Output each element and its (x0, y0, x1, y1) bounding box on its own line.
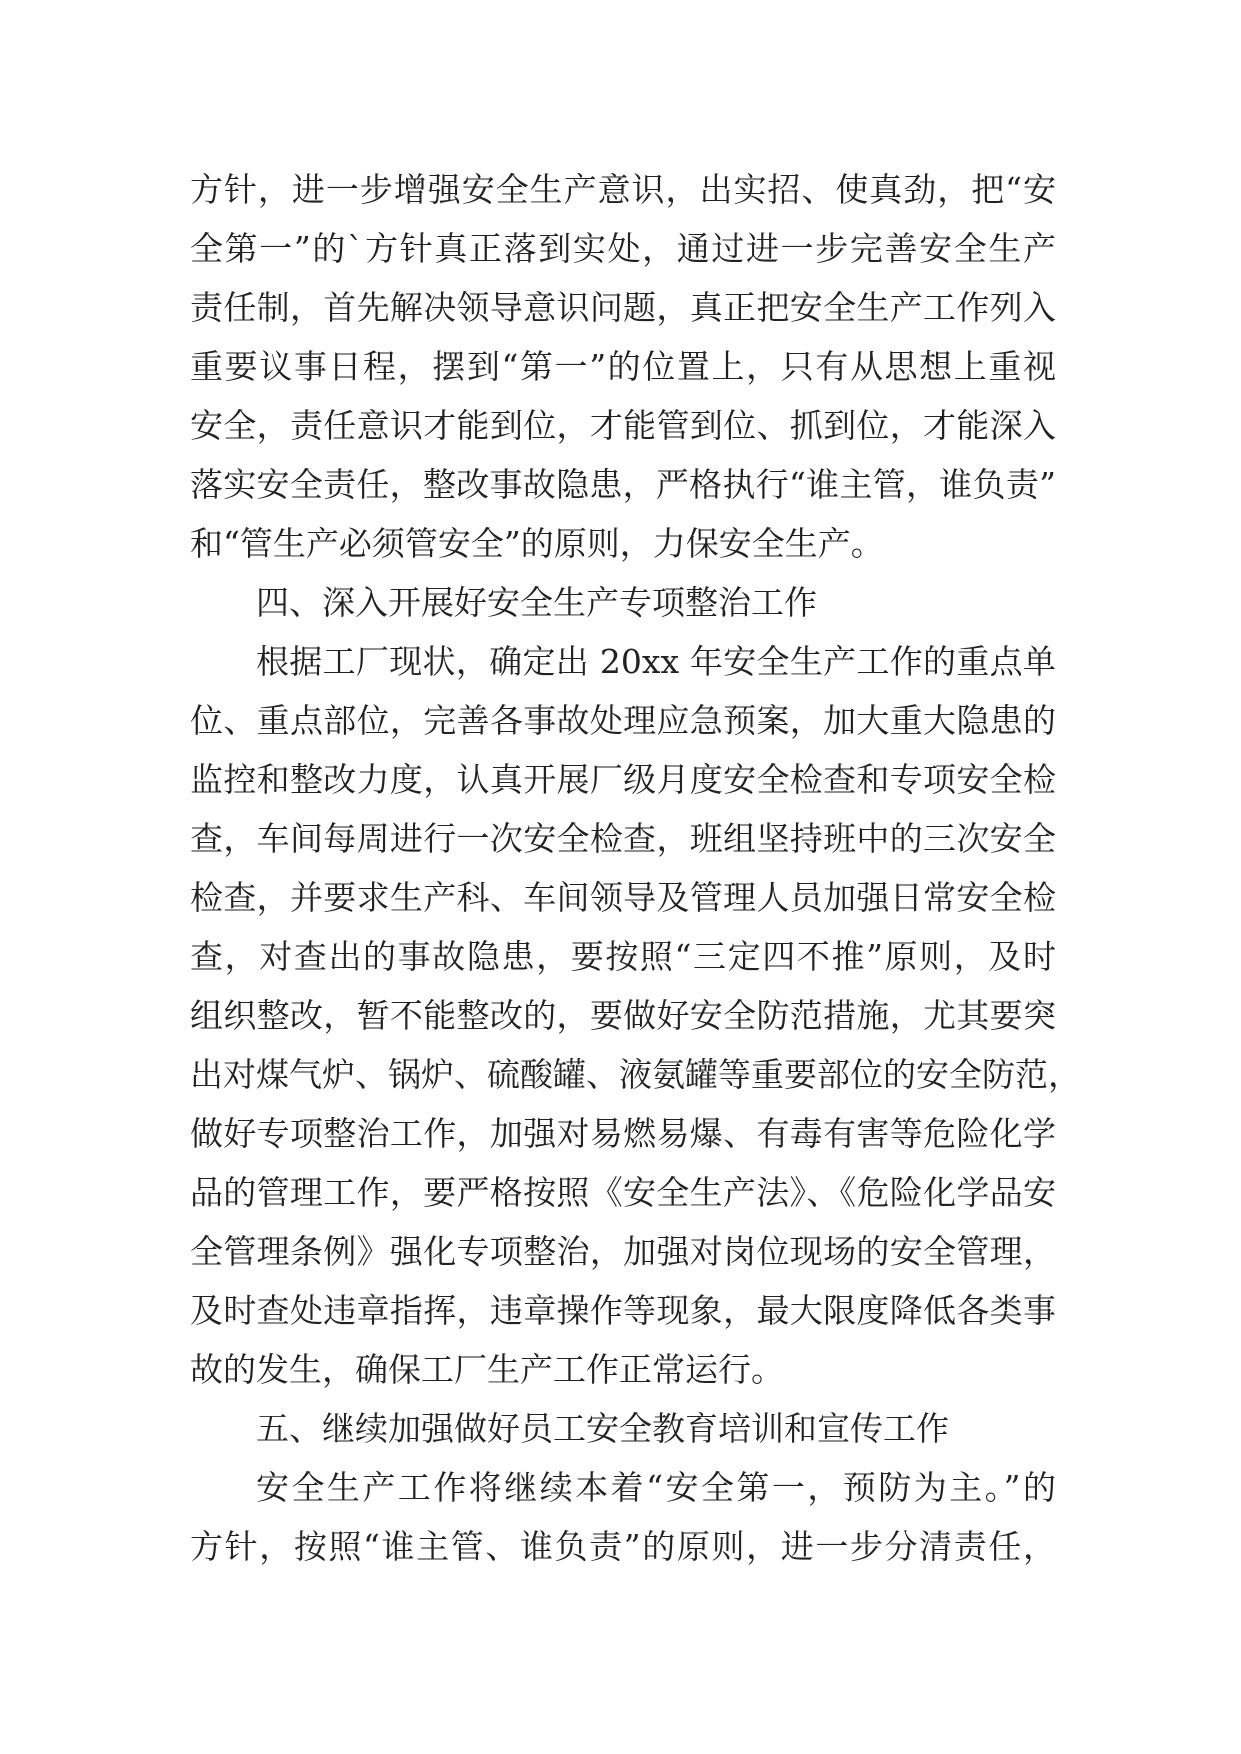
section-heading: 五、继续加强做好员工安全教育培训和宣传工作 (256, 1409, 949, 1448)
paragraph-line: 组织整改，暂不能整改的，要做好安全防范措施，尤其要突 (190, 996, 1056, 1035)
paragraph-line: 出对煤气炉、锅炉、硫酸罐、液氨罐等重要部位的安全防范， (190, 1055, 1081, 1094)
paragraph-line: 做好专项整治工作，加强对易燃易爆、有毒有害等危险化学 (190, 1114, 1056, 1153)
paragraph-first-line: 安全生产工作将继续本着“安全第一，预防为主。”的 (256, 1468, 1056, 1507)
paragraph-line: 重要议事日程，摆到“第一”的位置上，只有从思想上重视 (190, 347, 1056, 386)
paragraph-first-line: 根据工厂现状，确定出 20xx 年安全生产工作的重点单 (256, 642, 1056, 681)
paragraph-line: 责任制，首先解决领导意识问题，真正把安全生产工作列入 (190, 288, 1056, 327)
paragraph-line: 方针，按照“谁主管、谁负责”的原则，进一步分清责任， (190, 1527, 1056, 1566)
paragraph-line: 方针，进一步增强安全生产意识，出实招、使真劲，把“安 (190, 170, 1056, 209)
paragraph-line: 检查，并要求生产科、车间领导及管理人员加强日常安全检 (190, 878, 1056, 917)
paragraph-line: 安全，责任意识才能到位，才能管到位、抓到位，才能深入 (190, 406, 1056, 445)
paragraph-line: 查，对查出的事故隐患，要按照“三定四不推”原则，及时 (190, 937, 1056, 976)
paragraph-last-line: 故的发生，确保工厂生产工作正常运行。 (190, 1350, 784, 1389)
document-body (190, 160, 1081, 1576)
section-heading: 四、深入开展好安全生产专项整治工作 (256, 583, 817, 622)
paragraph-line: 监控和整改力度，认真开展厂级月度安全检查和专项安全检 (190, 760, 1056, 799)
paragraph-line: 全第一”的`方针真正落到实处，通过进一步完善安全生产 (190, 229, 1056, 268)
paragraph-line: 位、重点部位，完善各事故处理应急预案，加大重大隐患的 (190, 701, 1056, 740)
paragraph-line: 及时查处违章指挥，违章操作等现象，最大限度降低各类事 (190, 1291, 1056, 1330)
paragraph-line: 全管理条例》强化专项整治，加强对岗位现场的安全管理， (190, 1232, 1056, 1271)
paragraph-last-line: 和“管生产必须管安全”的原则，力保安全生产。 (190, 524, 884, 563)
paragraph-line: 落实安全责任，整改事故隐患，严格执行“谁主管，谁负责” (190, 465, 1056, 504)
paragraph-line: 查，车间每周进行一次安全检查，班组坚持班中的三次安全 (190, 819, 1056, 858)
paragraph-line: 品的管理工作，要严格按照《安全生产法》、《危险化学品安 (190, 1173, 1056, 1212)
